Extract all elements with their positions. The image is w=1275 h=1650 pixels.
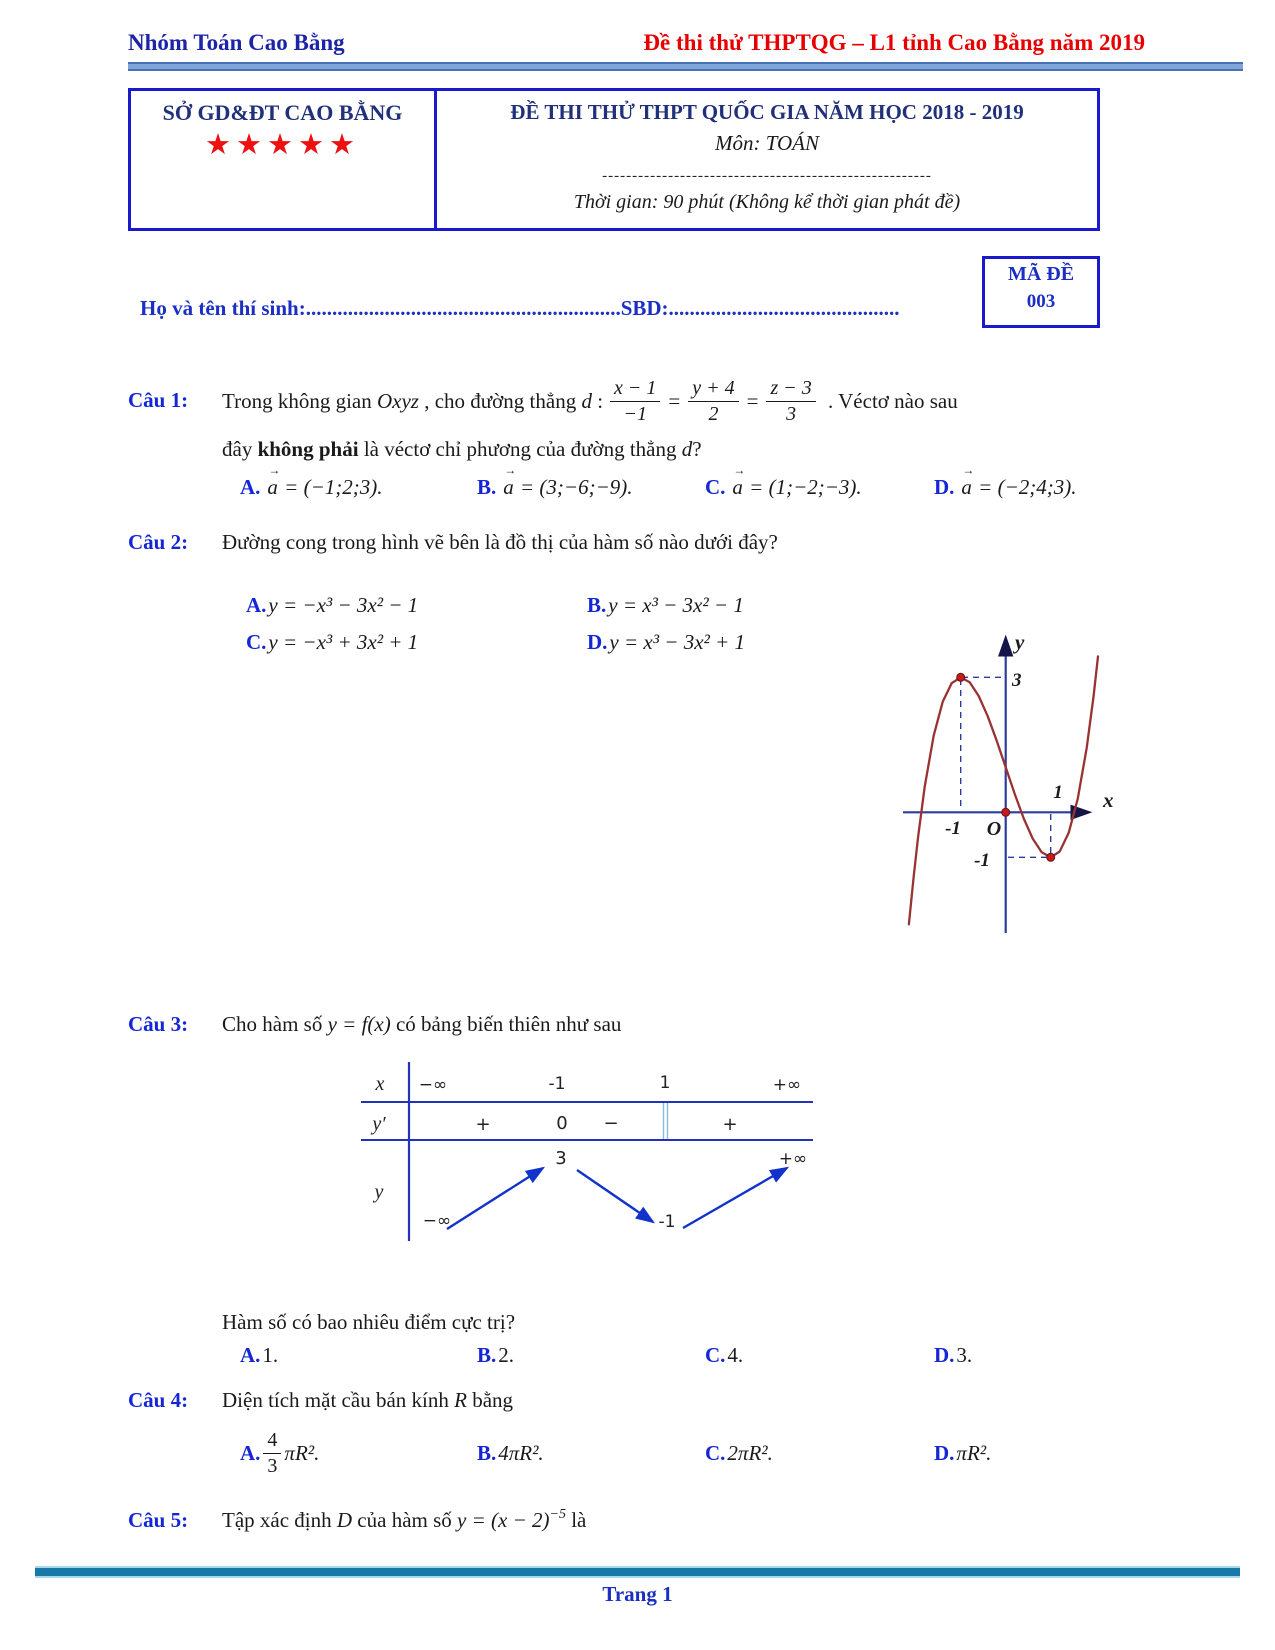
fraction-num: 4 — [263, 1429, 281, 1454]
q1-text: , cho đường thẳng — [418, 388, 582, 413]
equals-sign: = — [746, 388, 759, 413]
option-value: 3. — [956, 1342, 973, 1367]
option-formula: y = x³ − 3x² − 1 — [608, 592, 744, 617]
local-max-point — [957, 673, 965, 681]
row-header-y: y — [374, 1181, 384, 1203]
q1-option-a — [240, 462, 383, 504]
header-left-text: Nhóm Toán Cao Bằng — [128, 30, 345, 55]
student-info-line: Họ và tên thí sinh:............................................................SBD:............................................ — [140, 296, 900, 320]
row-header-yprime: y′ — [372, 1113, 386, 1135]
function-graph — [845, 583, 1155, 938]
exam-duration: Thời gian: 90 phút (Không kể thời gian phát đề) — [573, 191, 961, 213]
max-y-tick-label: 3 — [1012, 670, 1022, 691]
option-formula: πR². — [284, 1440, 320, 1465]
footer-rule — [35, 1566, 1240, 1578]
q2-option-c — [246, 625, 418, 659]
q1-option-c — [705, 462, 862, 504]
q3-option-d — [934, 1338, 972, 1372]
option-letter: B. — [477, 474, 497, 499]
equals-sign: = — [668, 388, 681, 413]
org-name: SỞ GD&ĐT CAO BẰNG — [162, 100, 403, 125]
question-3-text — [222, 1012, 621, 1037]
increase-arrow — [683, 1168, 787, 1228]
q5-exponent: −5 — [549, 1507, 566, 1522]
q2-option-d — [587, 625, 745, 659]
min-x-tick-label: 1 — [1053, 782, 1063, 803]
question-1-label: Câu 1: — [128, 388, 189, 412]
vector-arrow-icon: → — [733, 462, 746, 477]
y-axis-label: y — [1015, 630, 1025, 654]
q3-formula: y = f(x) — [327, 1012, 391, 1036]
exam-subject: Môn: TOÁN — [714, 131, 820, 155]
origin-point — [1002, 808, 1010, 816]
exam-org-cell — [131, 91, 437, 228]
q1-text: đây — [222, 437, 258, 461]
y-max-value: 3 — [555, 1148, 567, 1169]
yprime-sign: 0 — [556, 1113, 568, 1134]
cubic-curve — [909, 656, 1098, 924]
vector-arrow-icon: → — [504, 462, 517, 477]
exam-title: ĐỀ THI THỬ THPT QUỐC GIA NĂM HỌC 2018 - 2019 — [510, 100, 1024, 124]
option-letter: B. — [477, 1342, 497, 1367]
q5-text: là — [565, 1508, 587, 1532]
q4-option-c — [705, 1422, 773, 1484]
q1-emphasis: không phải — [257, 437, 359, 461]
q4-text: bằng — [466, 1388, 514, 1412]
row-header-x: x — [375, 1073, 385, 1095]
vector-a — [731, 462, 746, 500]
q5-text: của hàm số — [352, 1508, 458, 1532]
vector-arrow-icon: → — [962, 462, 975, 477]
x-value: −∞ — [418, 1075, 448, 1095]
y-min-value: -1 — [658, 1212, 676, 1232]
option-letter: B. — [477, 1440, 497, 1465]
option-value: 4. — [727, 1342, 744, 1367]
question-3-label: Câu 3: — [128, 1012, 189, 1036]
option-letter: D. — [587, 629, 608, 654]
page-number: Trang 1 — [602, 1582, 673, 1606]
q1-text: : — [591, 388, 604, 413]
vector-symbol: a — [961, 474, 972, 499]
exam-info-box — [128, 88, 1100, 231]
fraction-z-num: z − 3 — [766, 377, 815, 402]
question-2-label: Câu 2: — [128, 530, 189, 554]
option-value: 2. — [498, 1342, 515, 1367]
q3-text: có bảng biến thiên như sau — [390, 1012, 622, 1036]
option-letter: A. — [246, 592, 267, 617]
question-3-subquestion: Hàm số có bao nhiêu điểm cực trị? — [222, 1310, 516, 1334]
question-2-text: Đường cong trong hình vẽ bên là đồ thị của hàm số nào dưới đây? — [222, 530, 778, 554]
exam-title-cell — [437, 91, 1097, 228]
fraction-x — [610, 377, 660, 426]
decrease-arrow — [577, 1170, 653, 1222]
option-letter: A. — [240, 1342, 261, 1367]
x-value: -1 — [548, 1074, 566, 1094]
q4-option-b — [477, 1422, 544, 1484]
header-rule — [128, 62, 1243, 71]
question-5-text — [222, 1508, 586, 1533]
option-letter: A. — [240, 474, 261, 499]
q3-option-a — [240, 1338, 278, 1372]
increase-arrow — [447, 1168, 543, 1229]
q2-option-b — [587, 588, 744, 622]
option-letter: C. — [705, 474, 726, 499]
vector-arrow-icon: → — [268, 462, 281, 477]
option-formula: πR². — [956, 1440, 992, 1465]
question-1-text-line2 — [222, 437, 702, 462]
q1-text: là véctơ chỉ phương của đường thẳng — [358, 437, 682, 461]
option-formula: y = −x³ − 3x² − 1 — [268, 592, 419, 617]
y-limit-left: −∞ — [422, 1211, 452, 1231]
yprime-sign: + — [722, 1114, 738, 1135]
option-letter: B. — [587, 592, 607, 617]
option-value: = (1;−2;−3). — [743, 474, 862, 499]
q3-option-c — [705, 1338, 743, 1372]
origin-label: O — [986, 818, 1002, 840]
q4-option-a — [240, 1422, 319, 1484]
q1-option-d — [934, 462, 1077, 504]
fraction-y — [688, 377, 738, 426]
yprime-sign: − — [603, 1113, 619, 1134]
fraction-x-num: x − 1 — [610, 377, 660, 402]
fraction-z — [766, 377, 815, 426]
vector-symbol: a — [503, 474, 514, 499]
option-letter: C. — [705, 1342, 726, 1367]
q3-option-b — [477, 1338, 514, 1372]
q5-formula-base: y = (x − 2) — [457, 1508, 550, 1532]
q1-oxyz: Oxyz — [377, 388, 419, 413]
yprime-sign: + — [475, 1114, 491, 1135]
option-formula: 2πR². — [727, 1440, 773, 1465]
question-1-text-line1 — [222, 372, 958, 430]
star-rating-icon: ★★★★★ — [205, 129, 360, 161]
vector-symbol: a — [732, 474, 743, 499]
option-letter: D. — [934, 474, 955, 499]
option-letter: D. — [934, 1440, 955, 1465]
option-formula: y = x³ − 3x² + 1 — [609, 629, 745, 654]
option-letter: C. — [705, 1440, 726, 1465]
q4-option-d — [934, 1422, 991, 1484]
x-value: +∞ — [772, 1075, 802, 1095]
variation-table — [335, 1056, 895, 1246]
q3-text: Cho hàm số — [222, 1012, 328, 1036]
vector-a — [502, 462, 517, 500]
q1-option-b — [477, 462, 633, 504]
x-axis-label: x — [1103, 788, 1114, 812]
q1-var-d: d — [681, 437, 693, 461]
q1-text: ? — [692, 437, 702, 461]
fraction-four-thirds — [263, 1429, 281, 1478]
q2-option-a — [246, 588, 418, 622]
q1-text: . Véctơ nào sau — [822, 388, 958, 413]
fraction-z-den: 3 — [786, 402, 797, 425]
fraction-y-den: 2 — [708, 402, 719, 425]
question-4-label: Câu 4: — [128, 1388, 189, 1412]
option-value: = (−2;4;3). — [972, 474, 1077, 499]
code-value: 003 — [1026, 291, 1056, 312]
option-formula: y = −x³ + 3x² + 1 — [268, 629, 419, 654]
vector-a — [266, 462, 281, 500]
vector-a — [960, 462, 975, 500]
q4-text: Diện tích mặt cầu bán kính — [222, 1388, 455, 1412]
fraction-x-den: −1 — [623, 402, 647, 425]
option-letter: D. — [934, 1342, 955, 1367]
q4-var-r: R — [454, 1388, 467, 1412]
header-right-text: Đề thi thử THPTQG – L1 tỉnh Cao Bằng năm 2019 — [643, 30, 1145, 55]
option-letter: C. — [246, 629, 267, 654]
y-limit-right: +∞ — [778, 1149, 808, 1169]
fraction-den: 3 — [267, 1454, 278, 1477]
option-value: = (−1;2;3). — [278, 474, 383, 499]
max-x-tick-label: -1 — [945, 818, 961, 839]
question-5-label: Câu 5: — [128, 1508, 189, 1532]
vector-symbol: a — [267, 474, 278, 499]
q1-text: Trong không gian — [222, 388, 377, 413]
fraction-y-num: y + 4 — [688, 377, 738, 402]
local-min-point — [1047, 853, 1055, 861]
x-value: 1 — [659, 1073, 671, 1093]
code-label: MÃ ĐỀ — [1007, 263, 1075, 285]
option-letter: A. — [240, 1440, 261, 1465]
min-y-tick-label: -1 — [974, 850, 990, 871]
option-value: 1. — [262, 1342, 279, 1367]
q5-text: Tập xác định — [222, 1508, 337, 1532]
q1-var-d: d — [581, 388, 592, 413]
q5-var-d: D — [336, 1508, 353, 1532]
question-4-text — [222, 1388, 513, 1413]
exam-code-box — [982, 256, 1100, 328]
option-formula: 4πR². — [498, 1440, 544, 1465]
divider-dashes: ------------------------------------------------------- — [602, 168, 932, 184]
option-value: = (3;−6;−9). — [514, 474, 633, 499]
